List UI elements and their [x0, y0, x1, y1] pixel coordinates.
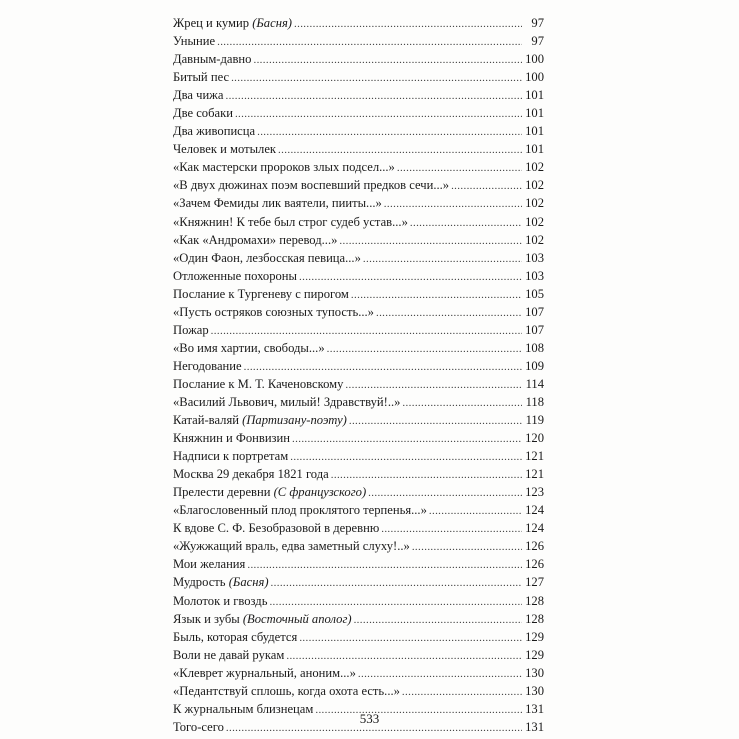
toc-entry-main-title: «Княжнин! К тебе был строг судеб устав...»	[173, 214, 408, 229]
toc-entry-page: 102	[525, 196, 544, 211]
toc-entry-title	[173, 501, 427, 519]
dot-leader	[278, 140, 522, 159]
toc-entry-page: 107	[525, 322, 544, 337]
toc-entry-title	[173, 339, 325, 357]
dot-leader	[381, 519, 522, 538]
toc-entry-page: 119	[525, 413, 544, 428]
dot-leader	[231, 68, 522, 87]
toc-entry-main-title: «Во имя хартии, свободы...»	[173, 340, 325, 355]
toc-entry-page: 128	[525, 593, 544, 608]
toc-entry-page: 102	[525, 178, 544, 193]
toc-entry-page: 118	[525, 394, 544, 409]
dot-leader	[244, 357, 522, 376]
toc-entry-title	[173, 664, 356, 682]
toc-entry-page: 129	[525, 647, 544, 662]
dot-leader	[292, 429, 522, 448]
toc-entry-main-title: Два чижа	[173, 88, 224, 103]
toc-entry-title	[173, 86, 223, 104]
toc-entry	[173, 664, 544, 682]
toc-entry-title	[173, 646, 284, 664]
dot-leader	[294, 14, 522, 33]
toc-entry-main-title: Битый пес	[173, 70, 230, 85]
toc-entry-page: 101	[525, 106, 544, 121]
toc-entry-page: 130	[525, 665, 544, 680]
toc-entry-title	[173, 158, 395, 176]
toc-entry-page: 124	[525, 521, 544, 536]
toc-entry-main-title: Уныние	[173, 34, 216, 49]
toc-entry-main-title: К вдове С. Ф. Безобразовой в деревню	[173, 521, 380, 536]
dot-leader	[331, 465, 522, 484]
toc-entry-main-title: Быль, которая сбудется	[173, 629, 298, 644]
toc-entry-title	[173, 628, 297, 646]
toc-entry-title	[173, 321, 209, 339]
toc-entry-title	[173, 32, 215, 50]
toc-entry-title	[173, 303, 374, 321]
toc-entry-title	[173, 375, 343, 393]
toc-entry-main-title: «Пусть остряков союзных тупость...»	[173, 304, 374, 319]
toc-entry-page: 101	[525, 142, 544, 157]
toc-entry-page: 102	[525, 160, 544, 175]
toc-entry-main-title: Того-сего	[173, 719, 224, 734]
dot-leader	[412, 537, 522, 556]
toc-entry-main-title: «Как «Андромахи» перевод...»	[173, 232, 338, 247]
toc-entry-title	[173, 555, 245, 573]
dot-leader	[451, 176, 522, 195]
toc-entry-main-title: Мудрость	[173, 575, 229, 590]
toc-entry-title	[173, 682, 400, 700]
toc-entry-main-title: Пожар	[173, 322, 209, 337]
toc-entry	[173, 158, 544, 176]
toc-entry-main-title: Отложенные похороны	[173, 268, 297, 283]
toc-entry	[173, 357, 544, 375]
toc-entry-page: 129	[525, 629, 544, 644]
toc-entry	[173, 411, 544, 429]
toc-entry	[173, 285, 544, 303]
toc-entry-title	[173, 537, 410, 555]
toc-entry-title	[173, 231, 337, 249]
toc-entry-page: 105	[525, 286, 544, 301]
toc-entry	[173, 628, 544, 646]
dot-leader	[410, 213, 522, 232]
toc-entry-page: 121	[525, 467, 544, 482]
toc-entry	[173, 465, 544, 483]
dot-leader	[345, 375, 522, 394]
dot-leader	[257, 122, 522, 141]
toc-entry-title	[173, 176, 449, 194]
toc-entry-main-title: Два живописца	[173, 124, 256, 139]
toc-entry-page: 131	[525, 701, 544, 716]
toc-entry-title	[173, 50, 251, 68]
toc-entry-page: 107	[525, 304, 544, 319]
toc-entry	[173, 483, 544, 501]
toc-entry-page: 97	[531, 16, 544, 30]
toc-entry-title	[173, 483, 366, 501]
toc-entry-page: 103	[525, 268, 544, 283]
dot-leader	[327, 339, 522, 358]
toc-entry-main-title: Негодование	[173, 358, 242, 373]
dot-leader	[299, 267, 522, 286]
toc-entry	[173, 321, 544, 339]
toc-entry	[173, 555, 544, 573]
toc-entry-title	[173, 592, 267, 610]
dot-leader	[235, 104, 522, 123]
toc-entry-title	[173, 357, 242, 375]
dot-leader	[271, 573, 522, 592]
toc-entry-main-title: Послание к Тургеневу с пирогом	[173, 286, 349, 301]
toc-entry	[173, 249, 544, 267]
toc-entry-subtitle: (Партизану-поэту)	[242, 413, 347, 428]
dot-leader	[349, 411, 522, 430]
toc-entry-main-title: К журнальным близнецам	[173, 701, 314, 716]
toc-entry-page: 102	[525, 214, 544, 229]
toc-entry-page: 101	[525, 88, 544, 103]
dot-leader	[339, 231, 522, 250]
toc-entry-subtitle: (С французского)	[273, 485, 367, 500]
dot-leader	[351, 285, 522, 304]
toc-entry	[173, 140, 544, 158]
toc-entry-title	[173, 285, 349, 303]
dot-leader	[299, 628, 522, 647]
dot-leader	[211, 321, 522, 340]
toc-entry-page: 124	[525, 503, 544, 518]
dot-leader	[358, 664, 522, 683]
toc-entry-main-title: Княжнин и Фонвизин	[173, 431, 291, 446]
toc-entry-page: 100	[525, 70, 544, 85]
dot-leader	[376, 303, 522, 322]
toc-entry-page: 131	[525, 719, 544, 734]
toc-entry-title	[173, 68, 229, 86]
toc-entry	[173, 537, 544, 555]
toc-entry-title	[173, 411, 347, 429]
toc-entry	[173, 267, 544, 285]
toc-entry	[173, 194, 544, 212]
toc-entry-main-title: Прелести деревни	[173, 485, 274, 500]
toc-entry-title	[173, 249, 361, 267]
toc-entry	[173, 339, 544, 357]
toc-entry-title	[173, 447, 288, 465]
toc-entry-title	[173, 465, 329, 483]
toc-entry	[173, 447, 544, 465]
dot-leader	[363, 249, 522, 268]
toc-entry-main-title: «Благословенный плод проклятого терпенья...»	[173, 503, 427, 518]
toc-entry-main-title: Давным-давно	[173, 52, 252, 67]
toc-entry-main-title: Москва 29 декабря 1821 года	[173, 467, 329, 482]
toc-entry-page: 114	[525, 376, 544, 391]
toc-entry-page: 100	[525, 52, 544, 67]
toc-entry-page: 102	[525, 232, 544, 247]
toc-entry	[173, 375, 544, 393]
dot-leader	[402, 393, 522, 412]
dot-leader	[247, 555, 522, 574]
dot-leader	[429, 501, 522, 520]
toc-entry-main-title: Надписи к портретам	[173, 449, 289, 464]
toc-entry-page: 128	[525, 611, 544, 626]
toc-entry	[173, 646, 544, 664]
toc-entry	[173, 592, 544, 610]
toc-entry	[173, 86, 544, 104]
toc-entry-subtitle: (Басня)	[252, 16, 292, 30]
toc-entry	[173, 32, 544, 50]
toc-entry-title	[173, 573, 269, 591]
toc-entry-title	[173, 213, 408, 231]
toc-entry	[173, 393, 544, 411]
toc-entry	[173, 573, 544, 591]
toc-entry-main-title: Молоток и гвоздь	[173, 593, 268, 608]
toc-entry-page: 97	[531, 34, 544, 49]
toc-entry-main-title: Воли не давай рукам	[173, 647, 285, 662]
toc-entry-page: 101	[525, 124, 544, 139]
toc-entry-title	[173, 519, 379, 537]
dot-leader	[286, 646, 522, 665]
toc-entry-page: 109	[525, 358, 544, 373]
toc-entry-title	[173, 14, 292, 32]
toc-entry	[173, 213, 544, 231]
dot-leader	[217, 32, 522, 51]
toc-entry-subtitle: (Басня)	[228, 575, 269, 590]
dot-leader	[354, 610, 522, 629]
toc-entry-page: 120	[525, 431, 544, 446]
dot-leader	[290, 447, 522, 466]
toc-entry-main-title: «Жужжащий враль, едва заметный слуху!..»	[173, 539, 410, 554]
toc-entry-main-title: Катай-валяй	[173, 413, 243, 428]
toc-entry-page: 126	[525, 557, 544, 572]
toc-entry	[173, 14, 544, 32]
dot-leader	[402, 682, 522, 701]
toc-entry-title	[173, 104, 233, 122]
toc-entry-main-title: «Педантствуй сплошь, когда охота есть...»	[173, 683, 400, 698]
toc-entry-main-title: Послание к М. Т. Каченовскому	[173, 376, 344, 391]
toc-entry-title	[173, 194, 382, 212]
page-number: 533	[359, 711, 380, 726]
toc-entry-page: 103	[525, 250, 544, 265]
dot-leader	[368, 483, 522, 502]
toc-entry-main-title: Две собаки	[173, 106, 233, 121]
toc-entry-main-title: Мои желания	[173, 557, 246, 572]
toc-entry-main-title: «Клеврет журнальный, аноним...»	[173, 665, 356, 680]
toc-entry-main-title: Язык и зубы	[173, 611, 243, 626]
toc-entry	[173, 610, 544, 628]
toc-entry-main-title: «Зачем Фемиды лик ваятели, пииты...»	[173, 196, 382, 211]
toc-entry	[173, 68, 544, 86]
toc-entry-title	[173, 393, 400, 411]
dot-leader	[397, 158, 522, 177]
toc-entry-main-title: Человек и мотылек	[173, 142, 277, 157]
toc-entry-page: 130	[525, 683, 544, 698]
toc-entry-main-title: «Один Фаон, лезбосская певица...»	[173, 250, 361, 265]
dot-leader	[269, 592, 522, 611]
toc-entry-title	[173, 610, 352, 628]
toc-entry	[173, 104, 544, 122]
toc-entry	[173, 50, 544, 68]
toc-entry-page: 108	[525, 340, 544, 355]
toc-entry	[173, 303, 544, 321]
toc-entry	[173, 231, 544, 249]
toc-entry-title	[173, 140, 276, 158]
toc-entry-page: 126	[525, 539, 544, 554]
toc-entry-page: 123	[525, 485, 544, 500]
dot-leader	[253, 50, 522, 69]
toc-entry	[173, 122, 544, 140]
toc-entry-main-title: «Василий Львович, милый! Здравствуй!..»	[173, 394, 401, 409]
toc-entry	[173, 176, 544, 194]
toc-entry-main-title: Жрец и кумир	[173, 16, 253, 30]
toc-entry-page: 127	[525, 575, 544, 590]
toc-entry-title	[173, 122, 255, 140]
toc-entry	[173, 519, 544, 537]
dot-leader	[384, 194, 522, 213]
toc-entry	[173, 501, 544, 519]
toc-entry-subtitle: (Восточный аполог)	[242, 611, 352, 626]
toc-entry-page: 121	[525, 449, 544, 464]
toc-entry-title	[173, 267, 297, 285]
toc-entry-title	[173, 429, 290, 447]
toc-entry	[173, 682, 544, 700]
toc-entry-main-title: «Как мастерски пророков злых подсел...»	[173, 160, 395, 175]
toc-entry	[173, 429, 544, 447]
toc-entry-main-title: «В двух дюжинах поэм воспевший предков сечи...»	[173, 178, 450, 193]
dot-leader	[225, 86, 522, 105]
table-of-contents	[173, 14, 544, 736]
